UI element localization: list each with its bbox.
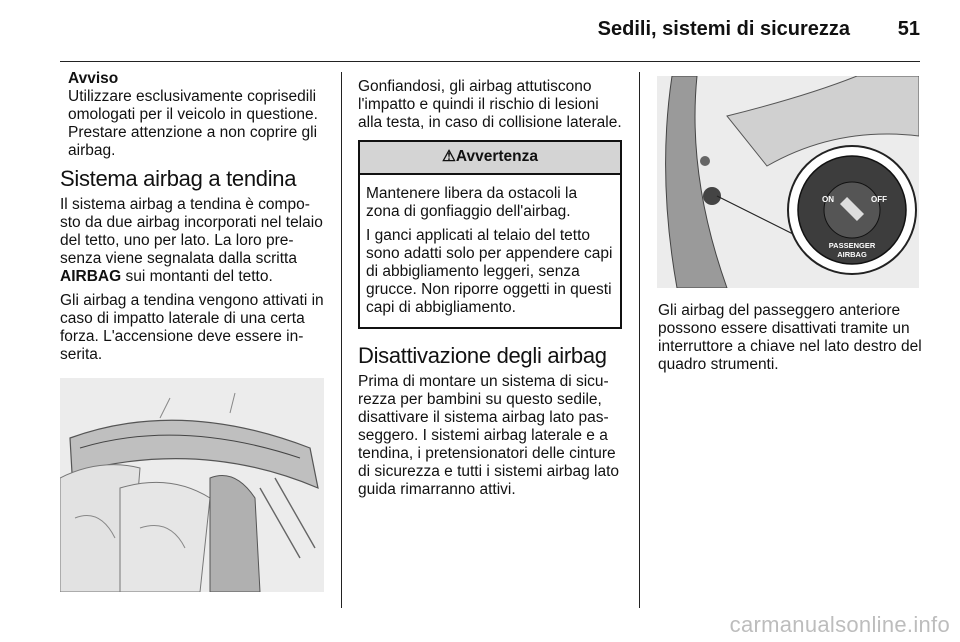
key-switch-paragraph: Gli airbag del passeggero anteriore possono essere disattivati tramite un interruttore a chiave nel lato destro del quadro strumenti. (658, 302, 922, 373)
curtain-airbag-paragraph-1: Il sistema airbag a tendina è composto da due airbag incorporati nel telaio del tetto, uno per lato. La loro presenza viene segnalata dalla scritta AIRBAG sui montanti del tetto. (60, 196, 323, 285)
page-header-title: Sedili, sistemi di sicurezza (597, 18, 850, 40)
switch-passenger-label: PASSENGER (828, 241, 876, 250)
switch-on-label: ON (822, 195, 834, 204)
notice-block (60, 70, 325, 160)
warning-text-2: I ganci applicati al telaio del tetto sono adatti solo per appendere capi di abbigliamento leggeri, senza grucce. Non riporre oggetti in questi capi di abbigliamento. (366, 227, 613, 316)
airbag-marking: AIRBAG (60, 268, 122, 285)
curtain-airbag-paragraph-2: Gli airbag a tendina vengono attivati in caso di impatto laterale di una certa forza. L'accensione deve essere inserita. (60, 292, 324, 363)
key-switch-drawing (657, 76, 919, 288)
warning-text-1: Mantenere libera da ostacoli la zona di gonfiaggio dell'airbag. (366, 185, 578, 220)
page-number: 51 (897, 18, 920, 40)
watermark: carmanualsonline.info (729, 612, 950, 637)
notice-title: Avviso (68, 70, 119, 87)
column-2 (358, 78, 622, 505)
warning-triangle-icon: ⚠ (441, 148, 456, 165)
column-3 (658, 302, 922, 380)
heading-airbag-deactivation: Disattivazione degli airbag (358, 343, 607, 368)
column-divider-1 (341, 72, 342, 608)
car-cabin-drawing (60, 378, 324, 592)
header-divider (60, 61, 920, 62)
warning-box (358, 140, 622, 329)
deactivation-paragraph: Prima di montare un sistema di sicurezza per bambini su questo sedile, disattivare il sistema airbag lato passeggero. I sistemi airbag laterale e a tendina, i pretensionatori delle cinture di sicurezza e tutti i sistemi airbag lato guida rimarranno attivi. (358, 373, 620, 498)
column-1 (60, 70, 325, 370)
heading-curtain-airbag: Sistema airbag a tendina (60, 166, 297, 191)
inflation-paragraph: Gonfiandosi, gli airbag attutiscono l'impatto e quindi il rischio di lesioni alla testa, in caso di collisione laterale. (358, 78, 622, 131)
warning-title: Avvertenza (455, 148, 539, 165)
notice-text: Utilizzare esclusivamente coprisedili omologati per il veicolo in questione. Prestare attenzione a non coprire gli airbag. (68, 88, 318, 159)
warning-header (360, 142, 620, 175)
switch-off-label: OFF (871, 195, 887, 204)
airbag-key-switch-illustration (657, 76, 919, 288)
curtain-airbag-illustration (60, 378, 324, 592)
warning-body (360, 175, 620, 327)
switch-airbag-label: AIRBAG (837, 250, 867, 259)
column-divider-2 (639, 72, 640, 608)
